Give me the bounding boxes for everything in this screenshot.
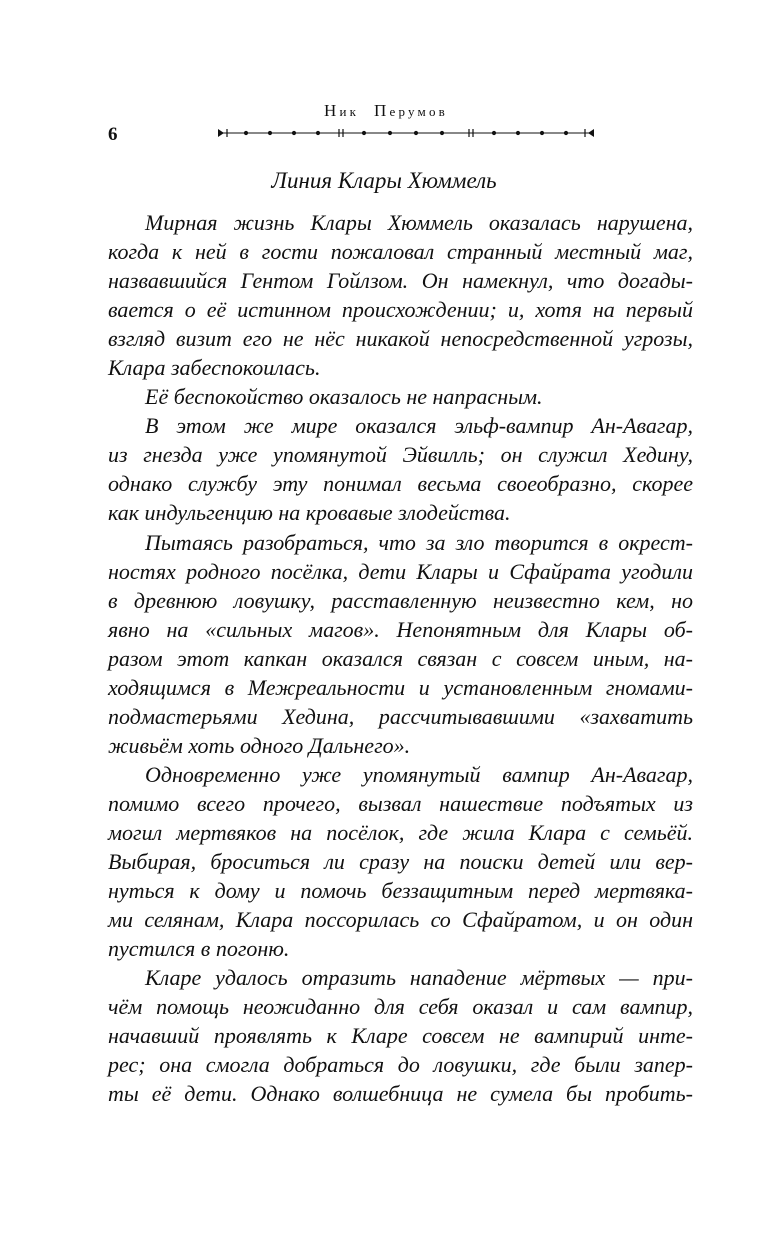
text-line: ходящимся в Межреальности и установленным гномами- (108, 674, 693, 700)
author-surname-rest: ерумов (389, 104, 449, 119)
text-line: ты её дети. Однако волшебница не сумела бы пробить- (108, 1081, 693, 1107)
text-line: Пытаясь разобраться, что за зло творится в окрест- (145, 529, 693, 555)
ornament-dot (540, 131, 544, 135)
text-line: ностях родного посёлка, дети Клары и Сфайрата угодили (108, 558, 693, 584)
text-line: однако службу эту понимал весьма своеобразно, скорее (108, 471, 693, 497)
paragraph (108, 411, 693, 527)
chapter-title: Линия Клары Хюммель (271, 168, 497, 193)
text-line: явно на «сильных магов». Непонятным для Клары об- (108, 616, 693, 642)
paragraph (108, 208, 693, 382)
text-line: как индульгенцию на кровавые злодейства. (108, 500, 511, 526)
text-line: Выбирая, броситься ли сразу на поиски детей или вер- (108, 849, 693, 875)
text-line: когда к ней в гости пожаловал странный местный маг, (108, 239, 693, 265)
ornament-dot (388, 131, 392, 135)
text-line: живьём хоть одного Дальнего». (108, 732, 411, 758)
text-line: Клара забеспокоилась. (108, 355, 321, 381)
author-initial-1: Н (323, 101, 340, 120)
author-firstname-rest: ик (339, 104, 360, 119)
text-line: разом этот капкан оказался связан с совсем иным, на- (108, 645, 693, 671)
running-head-author (0, 101, 768, 121)
text-line: начавший проявлять к Кларе совсем не вампирий инте- (108, 1023, 693, 1049)
paragraph (108, 760, 693, 963)
ornament-dot (316, 131, 320, 135)
text-line: Одновременно уже упомянутый вампир Ан-Авагар, (145, 761, 693, 787)
paragraph (108, 963, 693, 1108)
ornament-dot (268, 131, 272, 135)
text-line: вается о её истинном происхождении; и, хотя на первый (108, 297, 693, 323)
text-line: назвавшийся Гентом Гойлзом. Он намекнул, что догады- (108, 268, 693, 294)
text-line: из гнезда уже упомянутой Эйвилль; он служил Хедину, (108, 442, 693, 468)
text-line: В этом же мире оказался эльф-вампир Ан-Авагар, (145, 413, 693, 439)
text-line: пустился в погоню. (108, 936, 290, 962)
body-text (108, 208, 693, 1108)
text-line: Мирная жизнь Клары Хюммель оказалась нарушена, (145, 210, 693, 235)
ornament-dot (292, 131, 296, 135)
ornament-dot (362, 131, 366, 135)
ornament-dot (564, 131, 568, 135)
ornament-arrow-right (588, 129, 594, 137)
text-line: рес; она смогла добраться до ловушки, где были запер- (108, 1052, 693, 1078)
text-line: подмастерьями Хедина, рассчитывавшими «захватить (108, 703, 693, 729)
ornament-dot (244, 131, 248, 135)
text-line: нуться к дому и помочь беззащитным перед мертвяка- (108, 878, 693, 904)
paragraph (108, 382, 693, 411)
ornament-arrow-left (218, 129, 224, 137)
text-line: взгляд визит его не нёс никакой непосредственной угрозы, (108, 326, 693, 352)
text-line: могил мертвяков на посёлок, где жила Клара с семьёй. (108, 819, 693, 845)
ornament-dot (492, 131, 496, 135)
header-ornament-rule (218, 127, 594, 139)
text-line: ми селянам, Клара поссорилась со Сфайратом, и он один (108, 907, 693, 933)
ornament-dot (440, 131, 444, 135)
text-line: в древнюю ловушку, расставленную неизвестно кем, но (108, 587, 693, 613)
page-number: 6 (108, 124, 118, 145)
text-line: Кларе удалось отразить нападение мёртвых — при- (145, 965, 693, 991)
ornament-dot (414, 131, 418, 135)
text-line: Её беспокойство оказалось не напрасным. (145, 384, 543, 410)
text-line: чём помощь неожиданно для себя оказал и сам вампир, (108, 994, 693, 1020)
paragraph (108, 528, 693, 760)
author-initial-2: П (374, 101, 390, 120)
text-line: помимо всего прочего, вызвал нашествие подъятых из (108, 790, 693, 816)
ornament-dot (516, 131, 520, 135)
